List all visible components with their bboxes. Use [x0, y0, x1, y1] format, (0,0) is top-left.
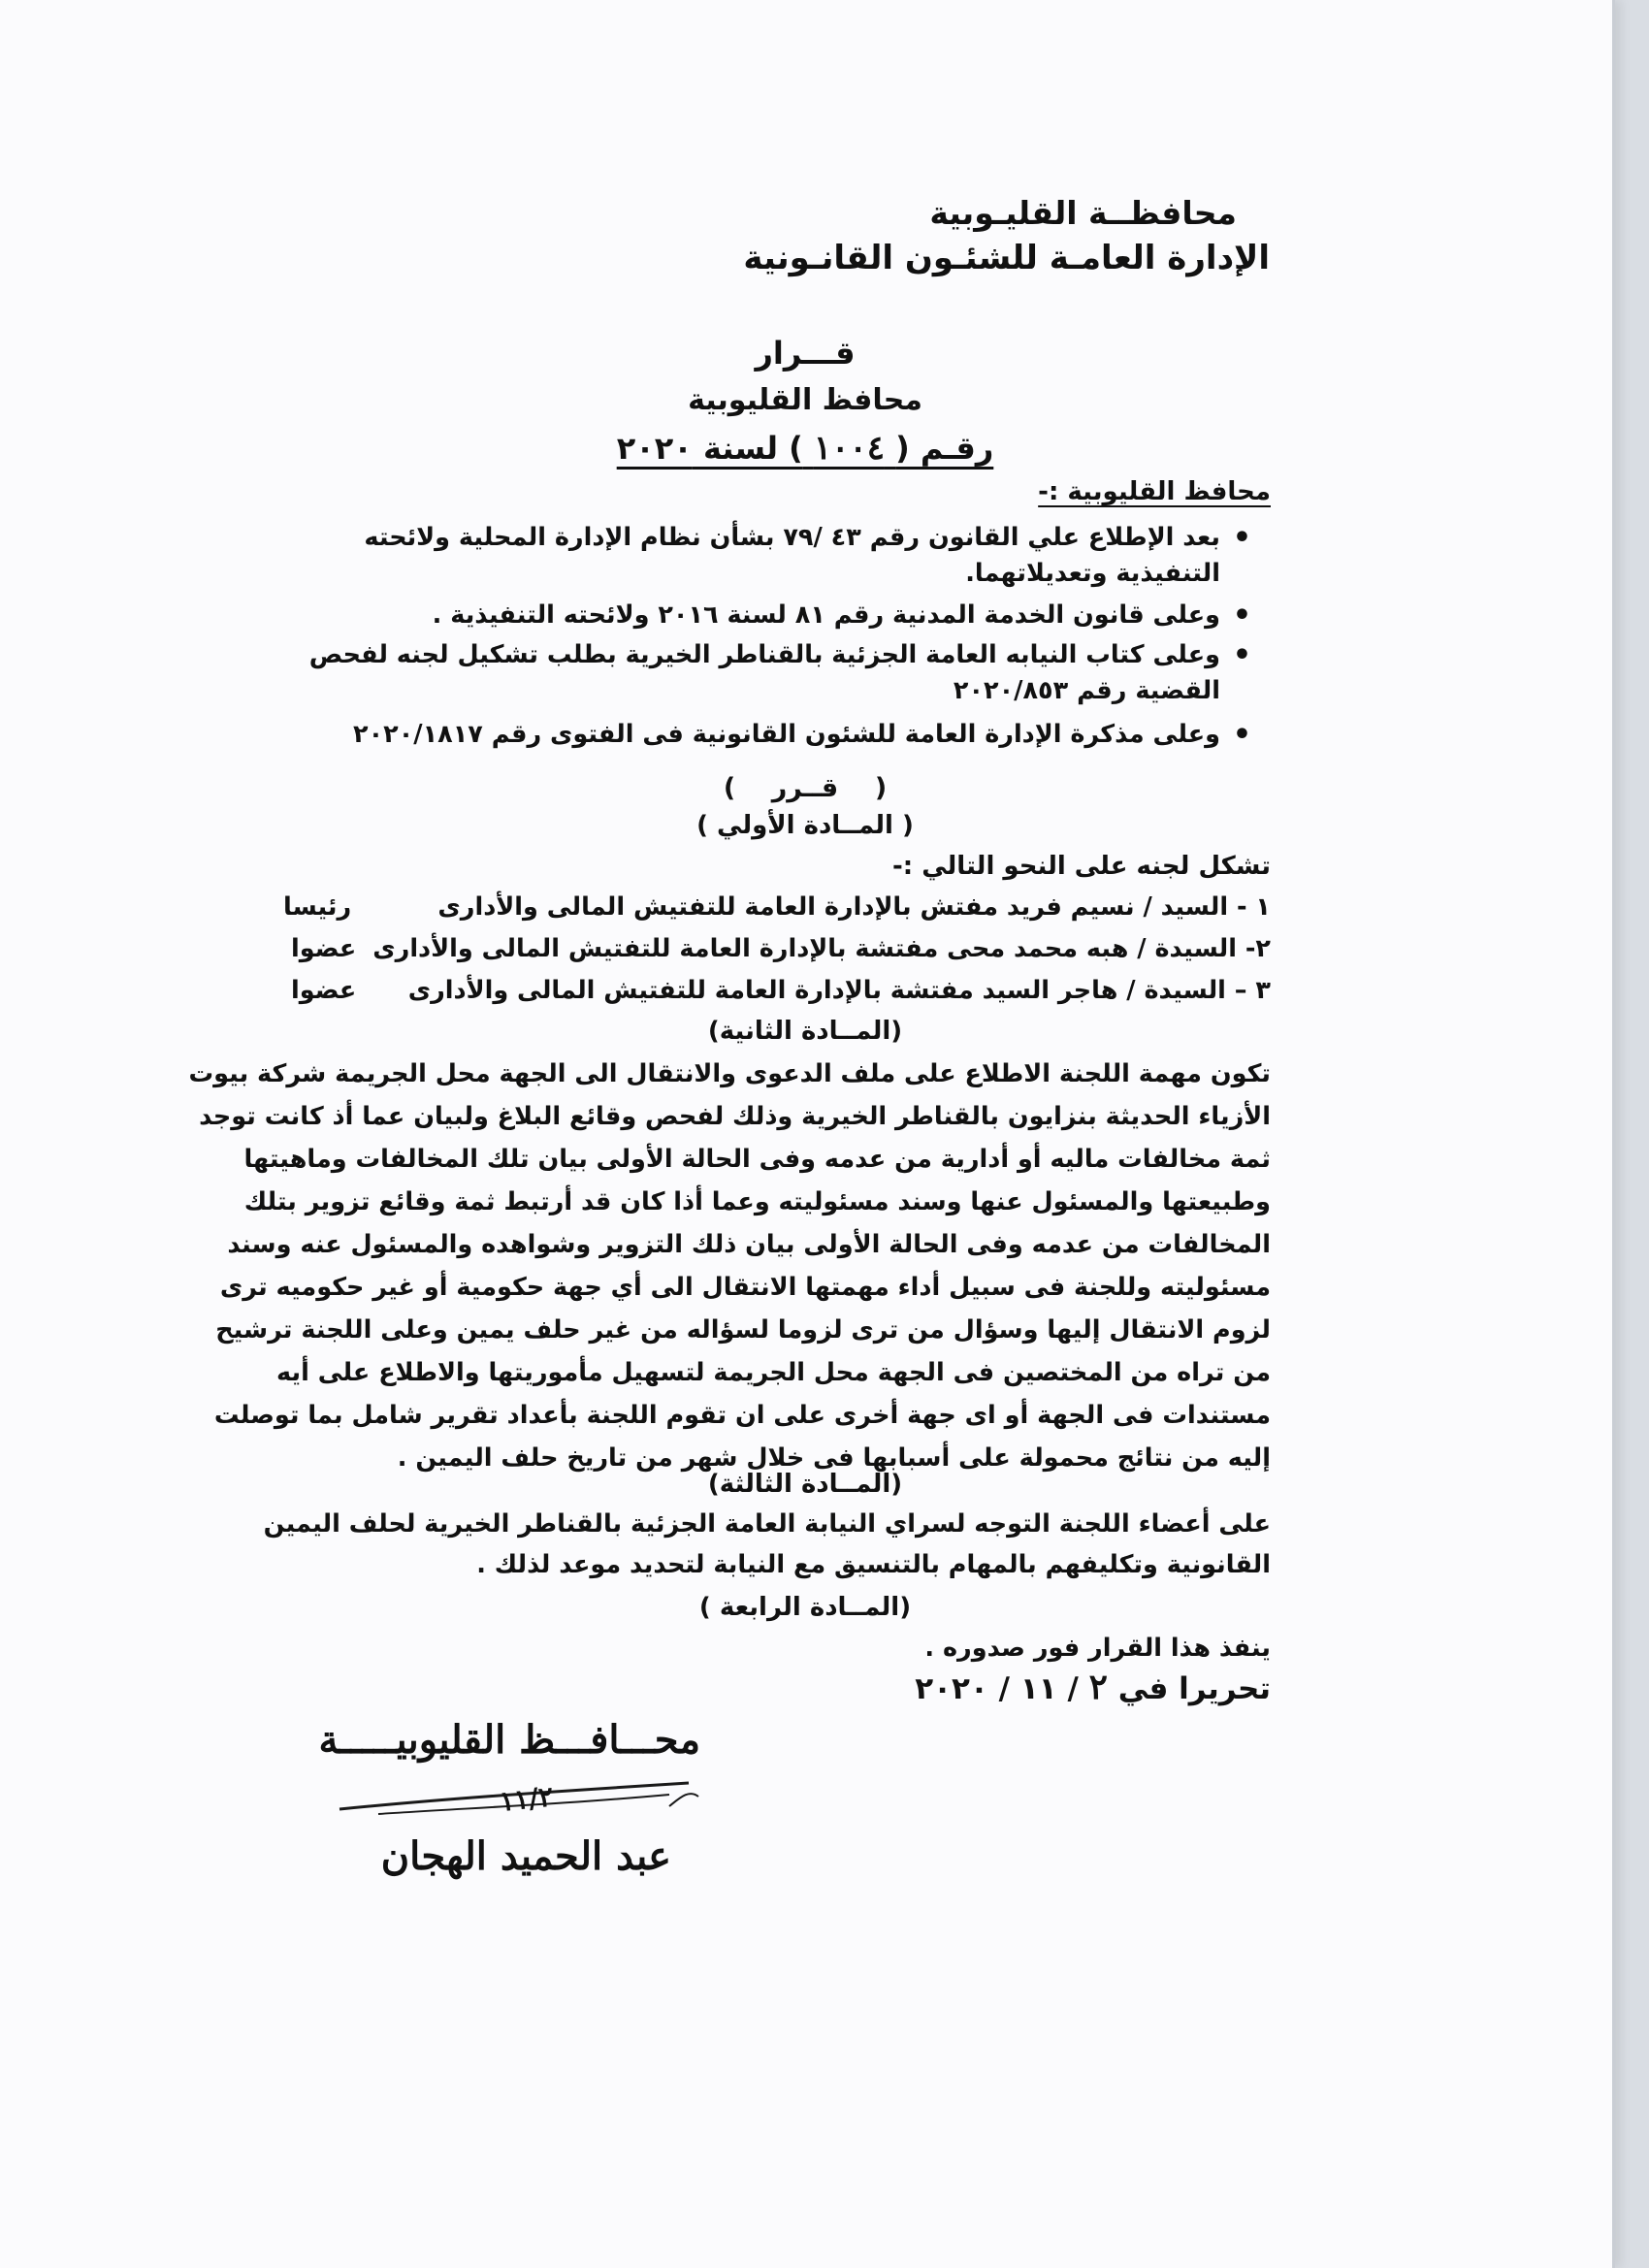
committee-member-row — [291, 934, 1271, 963]
decision-word: قـــرار — [755, 335, 856, 372]
member-role: عضوا — [291, 976, 357, 1005]
signature-handwritten: ١١/٢ — [498, 1780, 555, 1818]
member-name: ٣ – السيدة / هاجر السيد مفتشة بالإدارة العامة للتفتيش المالى والأدارى — [407, 976, 1271, 1005]
article-3-heading: (المــادة الثالثة) — [707, 1470, 903, 1499]
preamble-item: • وعلى مذكرة الإدارة العامة للشئون القانونية فى الفتوى رقم ٢٠٢٠/١٨١٧ — [272, 717, 1251, 753]
article-3-line: على أعضاء اللجنة التوجه لسراي النيابة العامة الجزئية بالقناطر الخيرية لحلف اليمين — [263, 1509, 1271, 1539]
member-name: ٢- السيدة / هبه محمد محى مفتشة بالإدارة العامة للتفتيش المالى والأدارى — [372, 934, 1271, 963]
article-2-heading: (المــادة الثانية) — [707, 1017, 903, 1046]
article-4-text: ينفذ هذا القرار فور صدوره . — [924, 1634, 1271, 1663]
governorate-header: محافظــة القليـوبية — [929, 194, 1237, 232]
issuer-title: محافظ القليوبية — [688, 383, 922, 417]
preamble-list — [272, 520, 1251, 753]
signature-title: محـــافـــظ القليوبيـــــة — [318, 1717, 700, 1763]
article-4-heading: (المــادة الرابعة ) — [698, 1593, 912, 1622]
article-2-line: المخالفات من عدمه وفى الحالة الأولى بيان ذلك التزوير وشواهده والمسئول عنه وسند — [227, 1230, 1271, 1259]
date-rest: / ١١ / ٢٠٢٠ — [915, 1671, 1079, 1706]
decision-heading: ( قــرر ) — [723, 773, 888, 803]
member-role: رئيسا — [283, 892, 352, 922]
date-day: ٢ — [1088, 1667, 1108, 1707]
article-2-line: لزوم الانتقال إليها وسؤال من ترى لزوما لسؤاله من غير حلف يمين وعلى اللجنة ترشيح — [215, 1315, 1271, 1345]
member-name: ١ - السيد / نسيم فريد مفتش بالإدارة العامة للتفتيش المالى والأدارى — [437, 892, 1271, 922]
article-1-heading: ( المــادة الأولي ) — [696, 811, 914, 840]
preamble-item: • وعلى قانون الخدمة المدنية رقم ٨١ لسنة ٢٠١٦ ولائحته التنفيذية . — [272, 598, 1251, 633]
decision-number: ١٠٠٤ — [813, 429, 885, 468]
article-2-line: مستندات فى الجهة أو اى جهة أخرى على ان تقوم اللجنة بأعداد تقرير شامل بما توصلت — [213, 1401, 1271, 1430]
committee-member-row — [291, 976, 1271, 1005]
decision-number-suffix: ) لسنة ٢٠٢٠ — [616, 430, 803, 467]
article-3-last-line: القانونية وتكليفهم بالمهام بالتنسيق مع النيابة لتحديد موعد لذلك . — [476, 1550, 1271, 1579]
preamble-item: • وعلى كتاب النيابه العامة الجزئية بالقناطر الخيرية بطلب تشكيل لجنه لفحص القضية رقم ٢٠٢٠/٨٥٣ — [272, 637, 1251, 709]
article-2-line: الأزياء الحديثة بنزايون بالقناطر الخيرية وذلك لفحص وقائع البلاغ ولبيان عما أذ كانت توجد — [199, 1102, 1271, 1131]
department-header: الإدارة العامـة للشئـون القانـونية — [743, 239, 1270, 277]
committee-member-row — [283, 892, 1271, 922]
article-2-line: تكون مهمة اللجنة الاطلاع على ملف الدعوى والانتقال الى الجهة محل الجريمة شركة بيوت — [188, 1059, 1271, 1088]
member-role: عضوا — [291, 934, 357, 963]
article-2-line: مسئوليته وللجنة فى سبيل أداء مهمتها الانتقال الى أي جهة حكومية أو غير حكوميه ترى — [219, 1273, 1271, 1302]
article-2-last-line: إليه من نتائج محمولة على أسبابها فى خلال شهر من تاريخ حلف اليمين . — [397, 1443, 1271, 1473]
decision-number-prefix: رقـم ( — [895, 430, 994, 467]
issue-date — [915, 1667, 1271, 1707]
article-2-line: من تراه من المختصين فى الجهة محل الجريمة لتسهيل مأموريتها والاطلاع على أيه — [276, 1358, 1271, 1387]
signatory-name: عبد الحميد الهجان — [380, 1833, 671, 1879]
article-2-line: ثمة مخالفات ماليه أو أدارية من عدمه وفى الحالة الأولى بيان تلك المخالفات وماهيتها — [243, 1145, 1271, 1174]
decision-number-line — [504, 429, 1106, 468]
article-2-line: وطبيعتها والمسئول عنها وسند مسئوليته وعما أذا كان قد أرتبط ثمة وقائع تزوير بتلك — [243, 1187, 1271, 1216]
preamble-intro: محافظ القليوبية :- — [1038, 477, 1271, 506]
article-1-intro: تشكل لجنه على النحو التالي :- — [892, 852, 1271, 881]
date-prefix: تحريرا في — [1117, 1671, 1271, 1706]
preamble-item: • بعد الإطلاع علي القانون رقم ٤٣ /٧٩ بشأن نظام الإدارة المحلية ولائحته التنفيذية وتعديلاتهما. — [272, 520, 1251, 592]
